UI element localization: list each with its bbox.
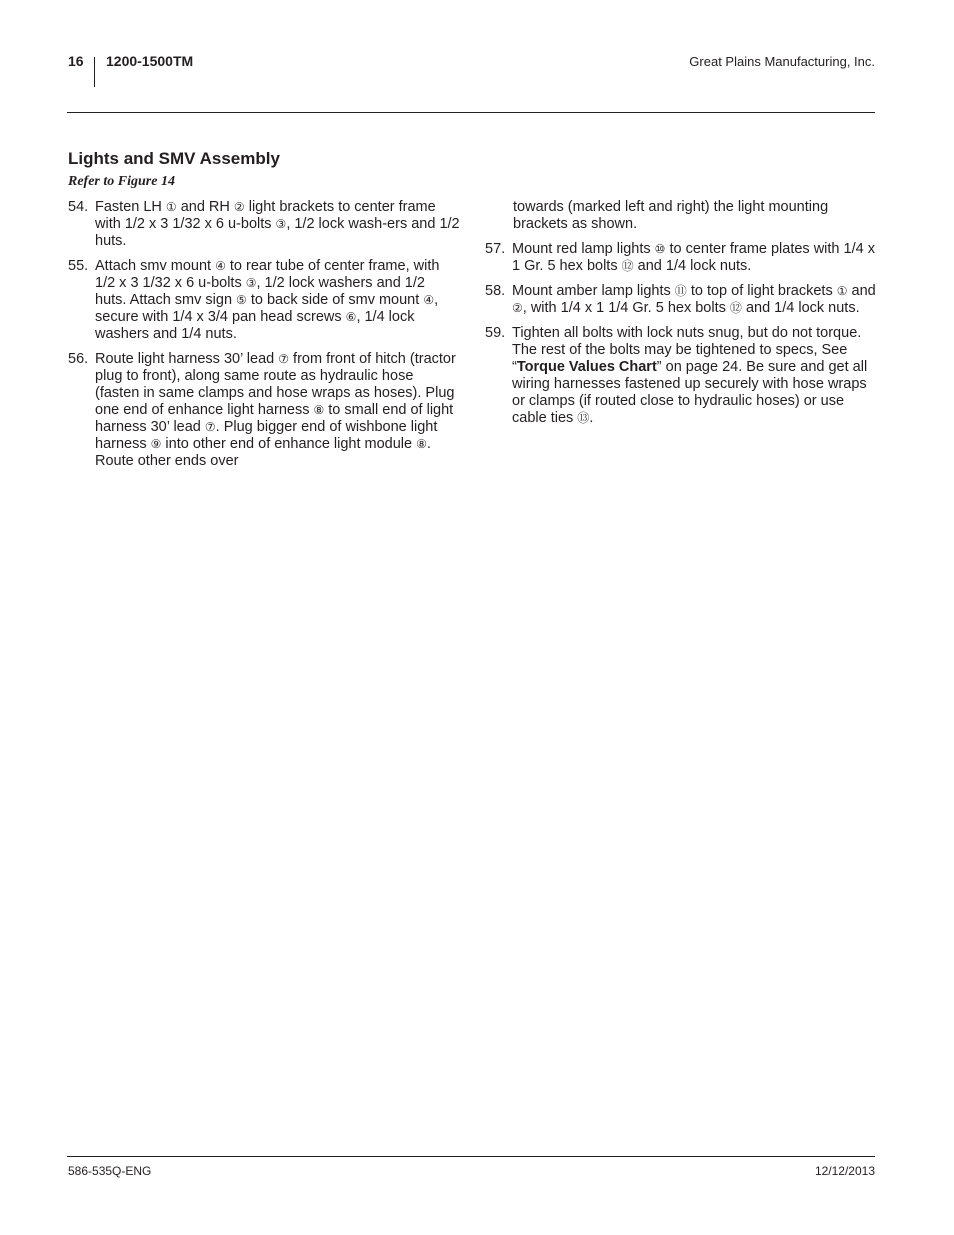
step-text: Fasten LH ① and RH ② light brackets to center frame with 1/2 x 3 1/32 x 6 u-bolts ③, 1/2 lock wash-ers and 1/2 huts.: [95, 199, 460, 249]
right-column: [485, 199, 877, 435]
step-58: [485, 283, 877, 317]
callout-3: ③: [245, 276, 257, 290]
callout-8: ⑧: [313, 403, 325, 417]
step-number: 58.: [485, 283, 506, 299]
step-number: 57.: [485, 241, 506, 257]
callout-1: ①: [836, 284, 848, 298]
page-number: 16: [68, 53, 84, 69]
callout-10: ⑩: [654, 242, 666, 256]
section-title: Lights and SMV Assembly: [68, 149, 280, 168]
callout-4: ④: [423, 293, 435, 307]
step-56-continued: towards (marked left and right) the light mounting brackets as shown.: [513, 199, 829, 232]
document-id: 586-535Q-ENG: [68, 1164, 152, 1178]
step-text: Tighten all bolts with lock nuts snug, but do not torque. The rest of the bolts may be tightened to specs, See “Torque Values Chart” on page 24. Be sure and get all wiring harnesses fastened up securely with hose wraps or clamps (if routed close to hydraulic hoses) or use cable ties ⑬.: [512, 325, 868, 426]
callout-7: ⑦: [278, 352, 290, 366]
callout-5: ⑤: [236, 293, 247, 307]
callout-3: ③: [275, 217, 287, 231]
left-column: [68, 199, 460, 478]
company-name: Great Plains Manufacturing, Inc.: [689, 54, 875, 69]
step-text: Route light harness 30’ lead ⑦ from front of hitch (tractor plug to front), along same route as hydraulic hose (fasten in same clamps and hose wraps as hoses). Plug one end of enhance light harness ⑧ to small end of light harness 30’ lead ⑦. Plug bigger end of wishbone light harness ⑨ into other end of enhance light module ⑧. Route other ends over: [95, 351, 456, 469]
header-rule: [67, 112, 875, 113]
callout-12: ⑫: [621, 259, 634, 273]
doc-code: 1200-1500TM: [106, 53, 194, 69]
callout-2: ②: [512, 301, 523, 315]
step-number: 55.: [68, 258, 89, 274]
callout-8: ⑧: [416, 437, 427, 451]
step-number: 59.: [485, 325, 506, 341]
callout-13: ⑬: [577, 411, 590, 425]
callout-12: ⑫: [729, 301, 742, 315]
step-59: [485, 325, 877, 427]
step-number: 54.: [68, 199, 89, 215]
step-57: [485, 241, 877, 275]
callout-2: ②: [233, 200, 245, 214]
callout-6: ⑥: [345, 310, 357, 324]
callout-4: ④: [215, 259, 226, 273]
torque-chart-link: Torque Values Chart: [516, 359, 657, 375]
step-text: Mount red lamp lights ⑩ to center frame plates with 1/4 x 1 Gr. 5 hex bolts ⑫ and 1/4 lock nuts.: [512, 241, 875, 274]
step-text: Attach smv mount ④ to rear tube of center frame, with 1/2 x 3 1/32 x 6 u-bolts ③, 1/2 lock washers and 1/2 huts. Attach smv sign ⑤ to back side of smv mount ④, secure with 1/4 x 3/4 pan head screws ⑥, 1/4 lock washers and 1/4 nuts.: [95, 258, 440, 342]
document-date: 12/12/2013: [814, 1164, 875, 1178]
step-54: [68, 199, 460, 250]
figure-reference: Refer to Figure 14: [68, 174, 175, 189]
step-number: 56.: [68, 351, 89, 367]
step-55: [68, 258, 460, 343]
header-divider: [94, 57, 95, 87]
step-text: Mount amber lamp lights ⑪ to top of light brackets ① and ②, with 1/4 x 1 1/4 Gr. 5 hex bolts ⑫ and 1/4 lock nuts.: [512, 283, 876, 316]
callout-1: ①: [165, 200, 177, 214]
footer-rule: [67, 1156, 875, 1157]
callout-11: ⑪: [674, 284, 687, 298]
step-56: [68, 351, 460, 470]
callout-7: ⑦: [204, 420, 216, 434]
callout-9: ⑨: [150, 437, 162, 451]
